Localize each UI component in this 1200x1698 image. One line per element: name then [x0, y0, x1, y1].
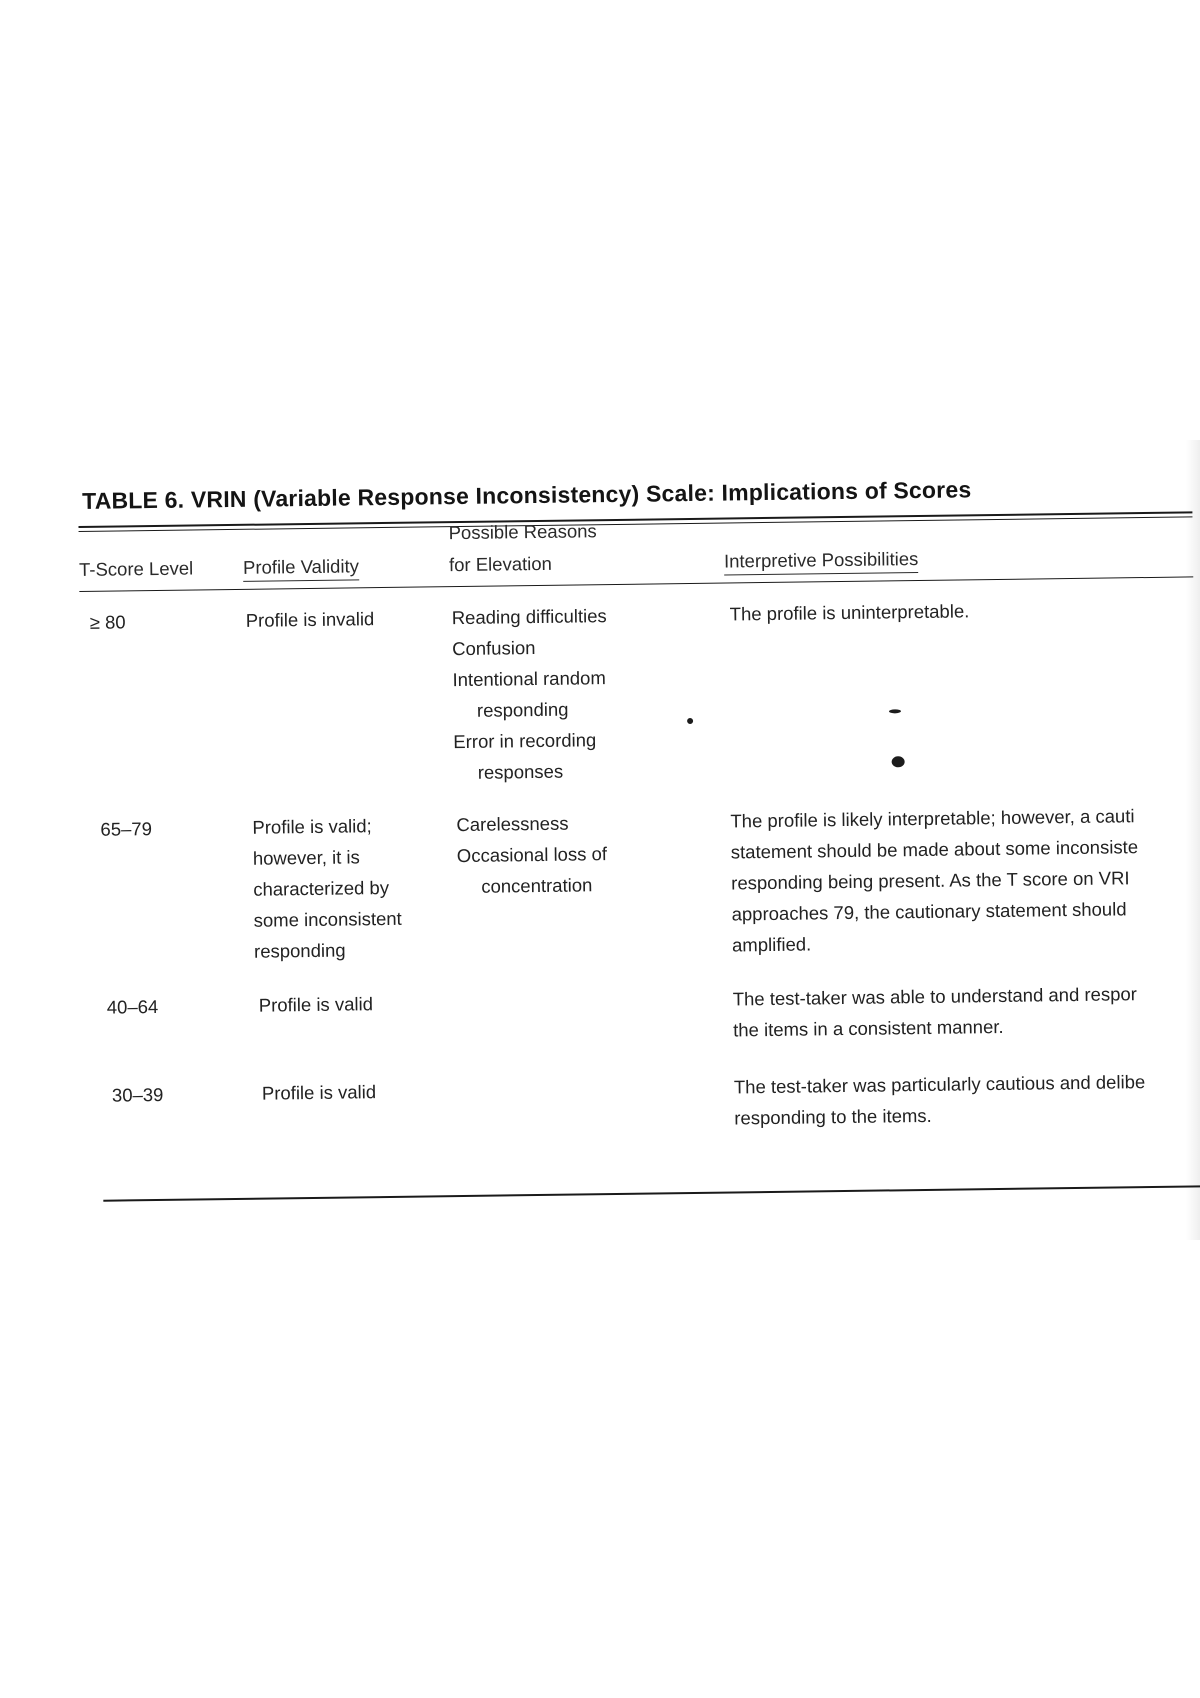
table-title: TABLE 6. VRIN (Variable Response Inconsistency) Scale: Implications of Scores: [81, 476, 972, 514]
row1-t-score: ≥ 80: [89, 611, 126, 633]
row3-interpretive: The test-taker was able to understand and respor the items in a consistent manner.: [732, 983, 1138, 1041]
table-bottom-rule: [103, 1185, 1200, 1201]
row1-validity: Profile is invalid: [245, 608, 375, 631]
row4-interpretive: The test-taker was particularly cautious and delibe responding to the items.: [733, 1071, 1146, 1129]
row3-validity: Profile is valid: [258, 993, 374, 1016]
header-profile-validity: Profile Validity: [243, 550, 359, 584]
row1-reasons: Reading difficulties Confusion Intentional random responding Error in recording responses: [451, 605, 607, 783]
row4-validity: Profile is valid: [261, 1081, 377, 1104]
row2-reasons: Carelessness Occasional loss of concentration: [456, 812, 608, 897]
header-interpretive-possibilities: Interpretive Possibilities: [724, 543, 919, 578]
header-t-score: T-Score Level: [78, 557, 194, 580]
row3-t-score: 40–64: [106, 995, 159, 1018]
row1-interpretive: The profile is uninterpretable.: [729, 600, 970, 625]
scan-speck: [889, 709, 901, 713]
row2-validity: Profile is valid; however, it is characterized by some inconsistent responding: [252, 815, 402, 962]
scan-speck: [687, 718, 693, 724]
scan-speck: [892, 756, 905, 767]
row4-t-score: 30–39: [111, 1083, 164, 1106]
row2-t-score: 65–79: [100, 818, 153, 840]
row2-interpretive: The profile is likely interpretable; however, a cauti statement should be made about some inconsiste responding being present. As the T score on VRI approaches 79, the cautionary statement should amplified.: [730, 805, 1139, 956]
table-sheet: [78, 473, 1200, 1248]
header-possible-reasons: Possible Reasons for Elevation: [448, 520, 597, 576]
title-rule-thick: [78, 511, 1192, 528]
